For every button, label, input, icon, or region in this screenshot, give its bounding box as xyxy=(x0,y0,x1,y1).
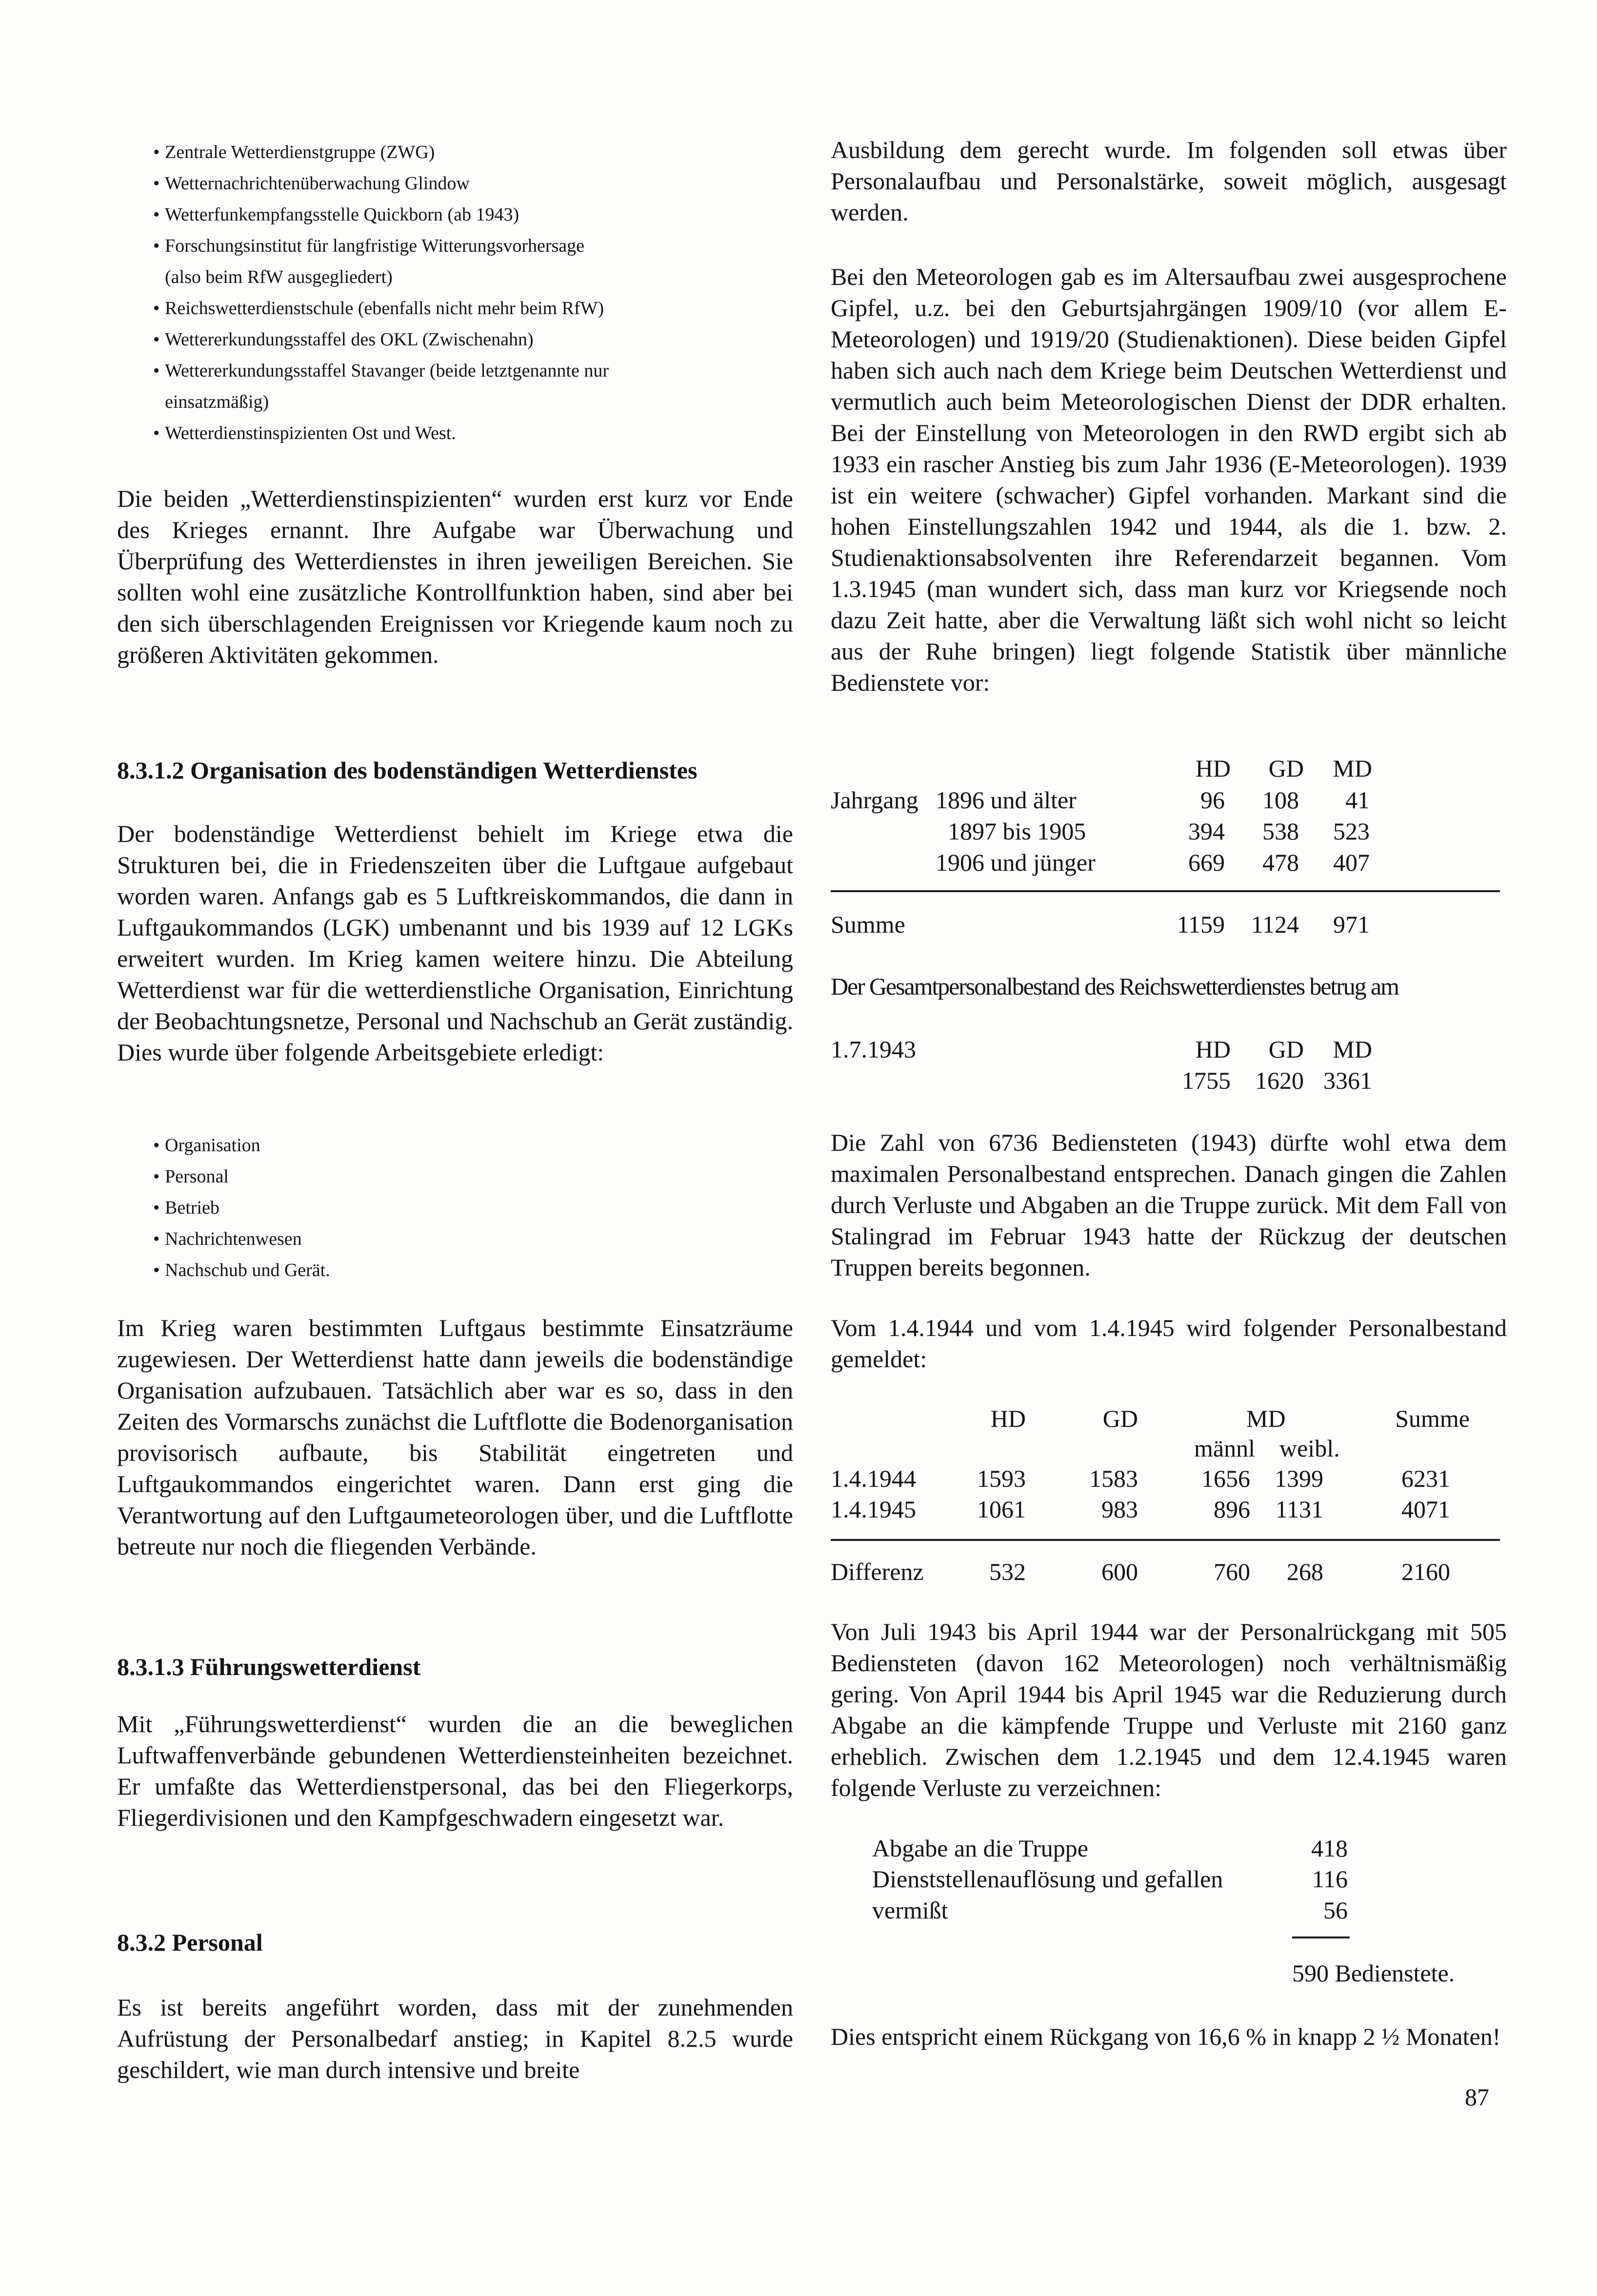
table-cell: 896 xyxy=(1214,1496,1250,1523)
table-cell: 96 xyxy=(1200,786,1225,814)
table-cell: 669 xyxy=(1188,849,1225,876)
list-item: • Wetterfunkempfangsstelle Quickborn (ab 1943) xyxy=(117,199,609,230)
sum-label: Summe xyxy=(831,911,905,938)
table-cell: 1656 xyxy=(1201,1465,1250,1492)
col-header: MD xyxy=(1246,1405,1286,1432)
row-label: 1906 und jünger xyxy=(936,849,1096,876)
table-cell: 2160 xyxy=(1401,1558,1450,1585)
table-rule xyxy=(831,890,1500,892)
list-item: • Forschungsinstitut für langfristige Witterungsvorhersage (also beim RfW ausgegliedert) xyxy=(117,230,609,293)
table-cell: 538 xyxy=(1262,818,1299,845)
col-subheader: männl xyxy=(1194,1435,1255,1462)
paragraph-6736: Die Zahl von 6736 Bediensteten (1943) dürfte wohl etwa dem maximalen Personalbestand entsprechen. Danach gingen die Zahlen durch Verluste und Abgaben an die Truppe zurück. Mit dem Fall von Stalingrad im Februar 1943 hatte der Rückzug der deutschen Truppen bereits begonnen. xyxy=(831,1129,1507,1281)
list-item: • Personal xyxy=(117,1161,330,1192)
list-item: • Betrieb xyxy=(117,1192,330,1223)
paragraph-ausbildung: Ausbildung dem gerecht wurde. Im folgenden soll etwas über Personalaufbau und Personalstärke, soweit möglich, ausgesagt werden. xyxy=(831,136,1507,226)
list-item: • Nachschub und Gerät. xyxy=(117,1255,330,1286)
table-cell: 478 xyxy=(1262,849,1299,876)
paragraph-luftgaus: Im Krieg waren bestimmten Luftgaus bestimmte Einsatzräume zugewiesen. Der Wetterdienst hatte dann jeweils die bodenständige Organisation aufzubauen. Tatsächlich aber war es so, dass in den Zeiten des Vormarschs zunächst die Luftflotte die Bodenorganisation provisorisch aufbaute, bis Stabilität eingetreten und Luftgaukommandos eingerichtet waren. Dann erst ging die Verantwortung auf den Luftgaumeteorologen über, und die Luftflotte betreute nur noch die fliegenden Verbände. xyxy=(117,1314,793,1560)
row-label: 1.4.1944 xyxy=(831,1465,916,1492)
table-rule xyxy=(831,1539,1500,1541)
diff-label: Differenz xyxy=(831,1558,924,1585)
row-label: 1.4.1945 xyxy=(831,1496,916,1523)
sum-rule xyxy=(1292,1937,1350,1938)
table-cell: 600 xyxy=(1101,1558,1138,1585)
heading-832: 8.3.2 Personal xyxy=(117,1929,263,1956)
col-header: HD xyxy=(1195,1036,1231,1063)
row-label: vermißt xyxy=(872,1897,948,1924)
paragraph-inspizienten: Die beiden „Wetterdienstinspizienten“ wurden erst kurz vor Ende des Krieges ernannt. Ihre Aufgabe war Überwachung und Überprüfung des Wetterdienstes in ihren jeweiligen Bereichen. Sie sollten wohl eine zusätzliche Kontrollfunktion haben, sind aber bei den sich überschlagenden Ereignissen vor Kriegende kaum noch zu größeren Aktivitäten gekommen. xyxy=(117,485,793,668)
losses-total: 590 Bedienstete. xyxy=(1292,1959,1455,1987)
table-cell: 56 xyxy=(1323,1897,1348,1924)
row-group-label: Jahrgang xyxy=(831,786,918,814)
table-cell: 1124 xyxy=(1251,911,1299,938)
heading-8312: 8.3.1.2 Organisation des bodenständigen Wetterdienstes xyxy=(117,757,698,784)
col-header: HD xyxy=(1195,755,1231,782)
table-cell: 116 xyxy=(1312,1865,1348,1893)
paragraph-1944-1945: Vom 1.4.1944 und vom 1.4.1945 wird folgender Personalbestand gemeldet: xyxy=(831,1314,1507,1373)
table-cell: 1583 xyxy=(1089,1465,1138,1492)
list-item: • Organisation xyxy=(117,1130,330,1161)
row-label: Dienststellenauflösung und gefallen xyxy=(872,1865,1223,1893)
list-item: • Wettererkundungsstaffel Stavanger (beide letztgenannte nur einsatzmäßig) xyxy=(117,355,609,418)
table-cell: 1061 xyxy=(977,1496,1026,1523)
table-cell: 1620 xyxy=(1255,1067,1304,1094)
row-label: Abgabe an die Truppe xyxy=(872,1835,1088,1862)
table-cell: 4071 xyxy=(1401,1496,1450,1523)
list-item: • Wettererkundungsstaffel des OKL (Zwischenahn) xyxy=(117,324,609,355)
list-item: • Nachrichtenwesen xyxy=(117,1223,330,1255)
table-cell: 394 xyxy=(1188,818,1225,845)
table-cell: 407 xyxy=(1333,849,1370,876)
table-cell: 108 xyxy=(1262,786,1299,814)
paragraph-personal: Es ist bereits angeführt worden, dass mit der zunehmenden Aufrüstung der Personalbedarf anstieg; in Kapitel 8.2.5 wurde geschildert, wie man durch intensive und breite xyxy=(117,1994,793,2083)
heading-8313: 8.3.1.3 Führungswetterdienst xyxy=(117,1653,421,1680)
col-header: MD xyxy=(1333,755,1372,782)
unit-list xyxy=(117,137,609,449)
table-cell: 41 xyxy=(1345,786,1370,814)
table-cell: 532 xyxy=(989,1558,1026,1585)
list-item: • Wetterdienstinspizienten Ost und West. xyxy=(117,418,609,449)
table-cell: 1131 xyxy=(1275,1496,1323,1523)
col-subheader: weibl. xyxy=(1279,1435,1340,1462)
paragraph-gesamtbestand: Der Gesamtpersonalbestand des Reichswetterdienstes betrug am xyxy=(831,973,1398,1000)
table-cell: 1159 xyxy=(1177,911,1225,938)
col-header: GD xyxy=(1268,1036,1304,1063)
table-cell: 760 xyxy=(1214,1558,1250,1585)
table-cell: 418 xyxy=(1311,1835,1348,1862)
col-header: Summe xyxy=(1395,1405,1470,1432)
page-number: 87 xyxy=(1465,2083,1489,2111)
paragraph-rueckgang: Von Juli 1943 bis April 1944 war der Personalrückgang mit 505 Bediensteten (davon 162 Meteorologen) noch verhältnismäßig gering. Von April 1944 bis April 1945 war die Reduzierung durch Abgabe an die kämpfende Truppe und Verluste mit 2160 ganz erheblich. Zwischen dem 1.2.1945 und dem 12.4.1945 waren folgende Verluste zu verzeichnen: xyxy=(831,1618,1507,1801)
col-header: GD xyxy=(1268,755,1304,782)
row-label: 1.7.1943 xyxy=(831,1036,916,1063)
paragraph-166: Dies entspricht einem Rückgang von 16,6 % in knapp 2 ½ Monaten! xyxy=(831,2023,1501,2050)
list-item: • Wetternachrichtenüberwachung Glindow xyxy=(117,168,609,199)
col-header: GD xyxy=(1102,1405,1138,1432)
table-cell: 268 xyxy=(1287,1558,1323,1585)
table-cell: 1755 xyxy=(1182,1067,1231,1094)
table-cell: 3361 xyxy=(1323,1067,1372,1094)
table-cell: 983 xyxy=(1101,1496,1138,1523)
row-label: 1896 und älter xyxy=(936,786,1077,814)
table-cell: 971 xyxy=(1333,911,1370,938)
table-cell: 1399 xyxy=(1275,1465,1323,1492)
work-area-list xyxy=(117,1130,330,1286)
table-cell: 523 xyxy=(1333,818,1370,845)
list-item: • Reichswetterdienstschule (ebenfalls nicht mehr beim RfW) xyxy=(117,293,609,324)
paragraph-meteorologen: Bei den Meteorologen gab es im Altersaufbau zwei ausgesprochene Gipfel, u.z. bei den Geburtsjahrgängen 1909/10 (vor allem E-Meteorologen) und 1919/20 (Studienaktionen). Diese beiden Gipfel haben sich auch nach dem Kriege beim Deutschen Wetterdienst und vermutlich auch beim Meteorologischen Dienst der DDR erhalten. Bei der Einstellung von Meteorologen in den RWD ergibt sich ab 1933 ein rascher Anstieg bis zum Jahr 1936 (E-Meteorologen). 1939 ist ein weitere (schwacher) Gipfel vorhanden. Markant sind die hohen Einstellungszahlen 1942 und 1944, als die 1. bzw. 2. Studienaktionsabsolventen ihre Referendarzeit begannen. Vom 1.3.1945 (man wundert sich, dass man kurz vor Kriegsende noch dazu Zeit hatte, aber die Verwaltung läßt sich wohl nicht so leicht aus der Ruhe bringen) liegt folgende Statistik über männliche Bedienstete vor: xyxy=(831,263,1507,696)
paragraph-fuehrungswetterdienst: Mit „Führungswetterdienst“ wurden die an die beweglichen Luftwaffenverbände gebundenen Wetterdiensteinheiten bezeichnet. Er umfaßte das Wetterdienstpersonal, das bei den Fliegerkorps, Fliegerdivisionen und den Kampfgeschwadern eingesetzt war. xyxy=(117,1710,793,1831)
table-cell: 6231 xyxy=(1401,1465,1450,1492)
table-cell: 1593 xyxy=(977,1465,1026,1492)
col-header: HD xyxy=(990,1405,1026,1432)
paragraph-bodenstaendig: Der bodenständige Wetterdienst behielt im Kriege etwa die Strukturen bei, die in Friedenszeiten über die Luftgaue aufgebaut worden waren. Anfangs gab es 5 Luftkreiskommandos, die dann in Luftgaukommandos (LGK) umbenannt und bis 1939 auf 12 LGKs erweitert wurden. Im Krieg kamen weitere hinzu. Die Abteilung Wetterdienst war für die wetterdienstliche Organisation, Einrichtung der Beobachtungsnetze, Personal und Nachschub an Gerät zuständig. Dies wurde über folgende Arbeitsgebiete erledigt: xyxy=(117,820,793,1066)
col-header: MD xyxy=(1333,1036,1372,1063)
list-item: • Zentrale Wetterdienstgruppe (ZWG) xyxy=(117,137,609,168)
row-label: 1897 bis 1905 xyxy=(948,818,1086,845)
